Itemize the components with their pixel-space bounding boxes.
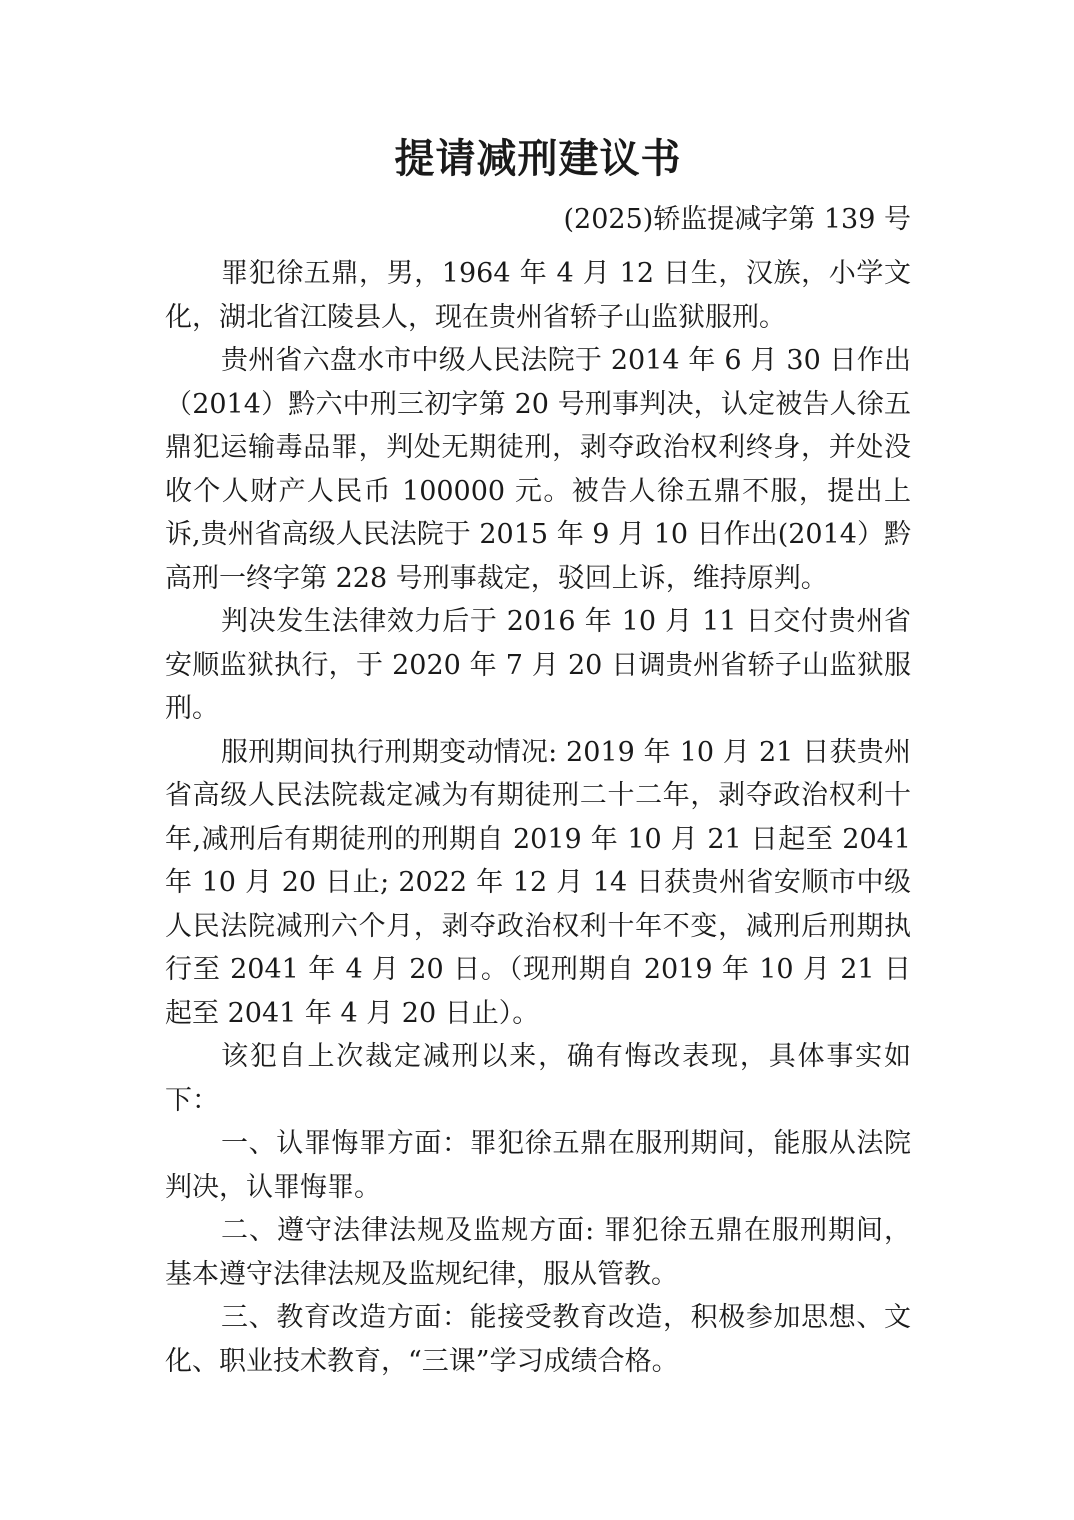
paragraph-original-judgment: 贵州省六盘水市中级人民法院于 2014 年 6 月 30 日作出（2014）黔六中刑三初字第 20 号刑事判决，认定被告人徐五鼎犯运输毒品罪，判处无期徒刑，剥夺政治权利终身，并处没收个人财产人民币 100000 元。被告人徐五鼎不服，提出上诉,贵州省高级人民法院于 2015 年 9 月 10 日作出(2014）黔高刑一终字第 228 号刑事裁定，驳回上诉，维持原判。 [165, 345, 911, 594]
paragraph-item-1: 一、认罪悔罪方面：罪犯徐五鼎在服刑期间，能服从法院判决，认罪悔罪。 [165, 1128, 911, 1203]
paragraph-personal-info: 罪犯徐五鼎，男，1964 年 4 月 12 日生，汉族，小学文化，湖北省江陵县人，现在贵州省轿子山监狱服刑。 [165, 258, 911, 333]
paragraph-item-3: 三、教育改造方面：能接受教育改造，积极参加思想、文化、职业技术教育，“三课”学习成绩合格。 [165, 1302, 911, 1377]
document-body [165, 252, 911, 1383]
paragraph-item-2: 二、遵守法律法规及监规方面: 罪犯徐五鼎在服刑期间，基本遵守法律法规及监规纪律，服从管教。 [165, 1215, 911, 1290]
document-title: 提请减刑建议书 [394, 135, 682, 182]
document-number: (2025)轿监提减字第 139 号 [563, 204, 911, 235]
paragraph-execution: 判决发生法律效力后于 2016 年 10 月 11 日交付贵州省安顺监狱执行，于 2020 年 7 月 20 日调贵州省轿子山监狱服刑。 [165, 606, 911, 724]
paragraph-repentance-intro: 该犯自上次裁定减刑以来，确有悔改表现，具体事实如下： [165, 1041, 911, 1116]
paragraph-sentence-changes: 服刑期间执行刑期变动情况: 2019 年 10 月 21 日获贵州省高级人民法院裁定减为有期徒刑二十二年，剥夺政治权利十年,减刑后有期徒刑的刑期自 2019 年 10 月 21 日起至 2041 年 10 月 20 日止; 2022 年 12 月 14 日获贵州省安顺市中级人民法院减刑六个月，剥夺政治权利十年不变，减刑后刑期执行至 2041 年 4 月 20 日。（现刑期自 2019 年 10 月 21 日起至 2041 年 4 月 20 日止）。 [165, 736, 911, 1029]
